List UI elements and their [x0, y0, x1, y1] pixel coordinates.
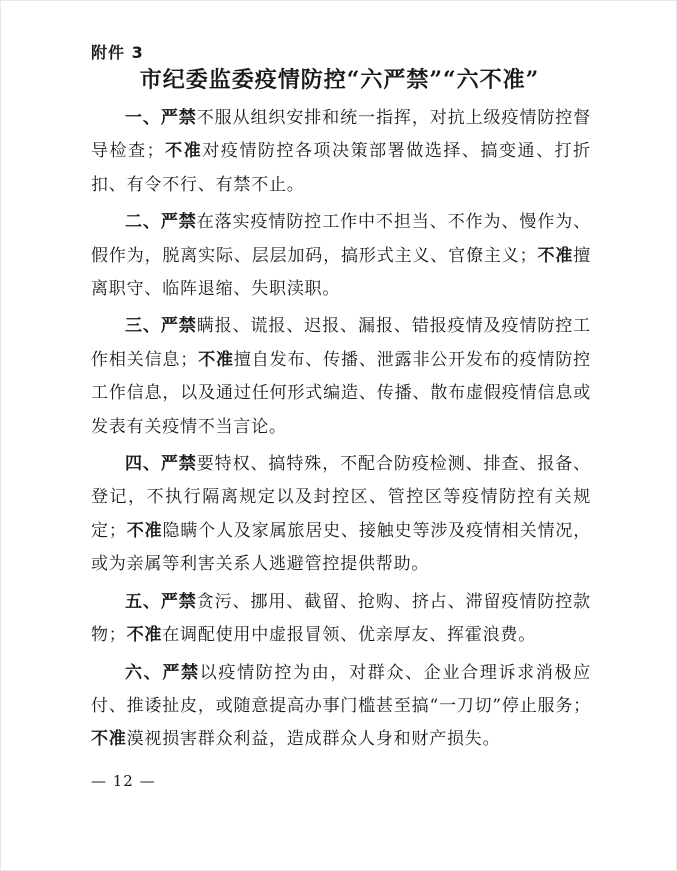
forbid-label: 不准 [126, 520, 163, 541]
rule-number: 六、 [125, 662, 163, 683]
rule-number: 五、 [125, 591, 161, 612]
page-number: — 12 — [91, 772, 156, 790]
rule-paragraph-3 [91, 310, 591, 444]
rule-number: 三、 [125, 316, 161, 337]
rule-paragraph-2 [91, 206, 591, 306]
ban-label: 严禁 [160, 591, 197, 612]
rule-number: 四、 [125, 454, 161, 475]
forbid-label: 不准 [91, 729, 127, 750]
ban-label: 严禁 [160, 316, 197, 337]
ban-label: 严禁 [160, 454, 197, 475]
forbid-text: 擅离职守、临阵退缩、失职渎职。 [91, 245, 591, 300]
attachment-label: 附件 3 [91, 43, 144, 62]
ban-text: 在落实疫情防控工作中不担当、不作为、慢作为、假作为，脱离实际、层层加码，搞形式主义、官僚主义； [91, 212, 591, 266]
forbid-label: 不准 [126, 625, 163, 646]
rule-number: 二、 [125, 212, 161, 233]
ban-text: 不服从组织安排和统一指挥，对抗上级疫情防控督导检查； [91, 108, 591, 162]
rule-paragraph-5 [91, 586, 591, 653]
ban-label: 严禁 [160, 212, 197, 233]
forbid-text: 隐瞒个人及家属旅居史、接触史等涉及疫情相关情况，或为亲属等利害关系人逃避管控提供帮助。 [91, 520, 591, 575]
ban-label: 严禁 [160, 108, 197, 128]
rule-paragraph-6 [91, 657, 591, 757]
document-body [91, 102, 591, 761]
forbid-text: 在调配使用中虚报冒领、优亲厚友、挥霍浪费。 [162, 625, 537, 646]
forbid-text: 擅自发布、传播、泄露非公开发布的疫情防控工作信息，以及通过任何形式编造、传播、散布虚假疫情信息或发表有关疫情不当言论。 [91, 349, 591, 437]
ban-label: 严禁 [162, 662, 200, 683]
rule-paragraph-4 [91, 448, 591, 582]
rule-paragraph-1 [91, 102, 591, 202]
ban-text: 要特权、搞特殊，不配合防疫检测、排查、报备、登记，不执行隔离规定以及封控区、管控区等疫情防控有关规定； [91, 454, 591, 541]
rule-number: 一、 [125, 108, 161, 128]
forbid-text: 对疫情防控各项决策部署做选择、搞变通、打折扣、有令不行、有禁不止。 [91, 141, 591, 195]
forbid-label: 不准 [198, 349, 234, 370]
forbid-label: 不准 [537, 245, 574, 266]
ban-text: 瞒报、谎报、迟报、漏报、错报疫情及疫情防控工作相关信息； [91, 316, 591, 370]
forbid-text: 漠视损害群众利益，造成群众人身和财产损失。 [126, 729, 501, 750]
ban-text: 以疫情防控为由，对群众、企业合理诉求消极应付、推诿扯皮，或随意提高办事门槛甚至搞“一刀切”停止服务； [91, 662, 591, 716]
forbid-label: 不准 [164, 141, 203, 162]
ban-text: 贪污、挪用、截留、抢购、挤占、滞留疫情防控款物； [91, 591, 591, 646]
document-title: 市纪委监委疫情防控“六严禁”“六不准” [139, 67, 540, 93]
